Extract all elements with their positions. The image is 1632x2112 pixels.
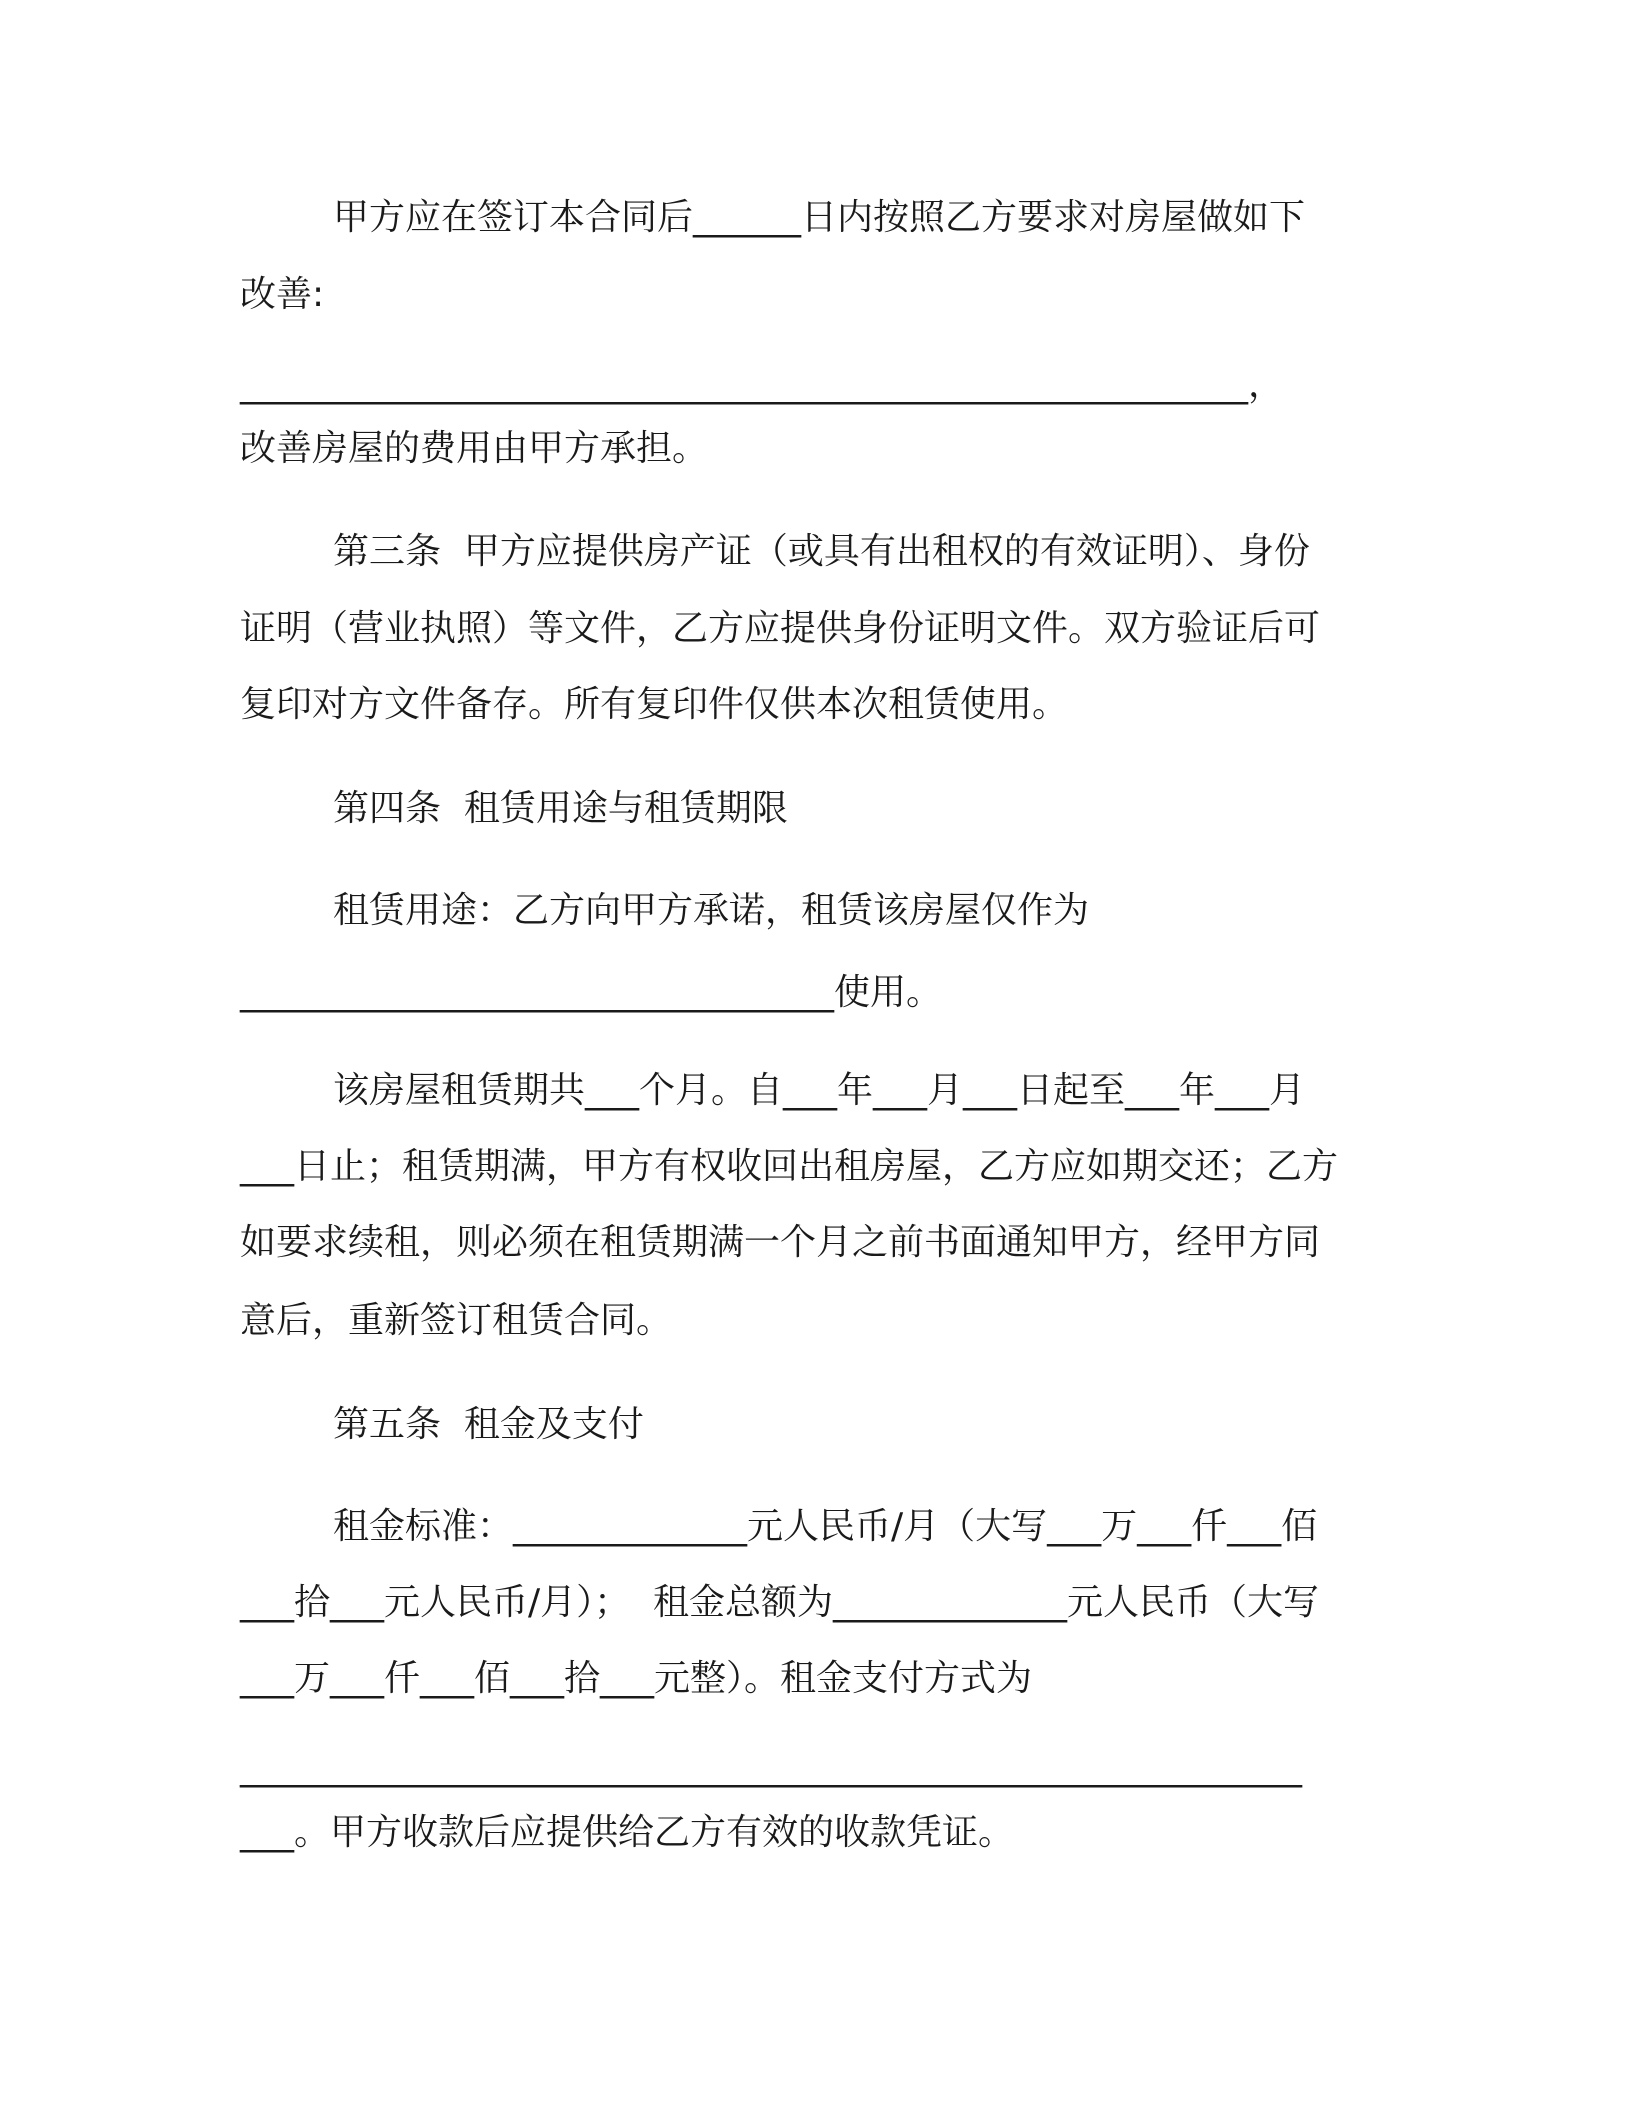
text-line: 复印对方文件备存。所有复印件仅供本次租赁使用。 bbox=[240, 684, 1069, 725]
text-line: 改善房屋的费用由甲方承担。 bbox=[240, 428, 709, 469]
article-4-heading: 第四条 租赁用途与租赁期限 bbox=[333, 788, 788, 829]
text-line: 改善: bbox=[240, 274, 325, 315]
text-line: ___万___仟___佰___拾___元整）。租金支付方式为 bbox=[240, 1658, 1033, 1699]
text-line: 该房屋租赁期共___个月。自___年___月___日起至___年___月 bbox=[333, 1070, 1306, 1111]
article-3-heading: 第三条 甲方应提供房产证（或具有出租权的有效证明）、身份 bbox=[333, 531, 1310, 572]
blank-line: ___________________________________________________________ bbox=[240, 1747, 1302, 1788]
text-line: 如要求续租，则必须在租赁期满一个月之前书面通知甲方，经甲方同 bbox=[240, 1222, 1321, 1263]
article-5-heading: 第五条 租金及支付 bbox=[333, 1404, 644, 1445]
text-line: 证明（营业执照）等文件，乙方应提供身份证明文件。双方验证后可 bbox=[240, 608, 1321, 649]
text-line: ___拾___元人民币/月）； 租金总额为_____________元人民币（大写 bbox=[240, 1582, 1320, 1623]
text-line: 意后，重新签订租赁合同。 bbox=[240, 1300, 673, 1341]
text-line: 甲方应在签订本合同后______日内按照乙方要求对房屋做如下 bbox=[333, 197, 1306, 238]
text-line: ___日止；租赁期满，甲方有权收回出租房屋，乙方应如期交还；乙方 bbox=[240, 1146, 1339, 1187]
text-line: _________________________________使用。 bbox=[240, 972, 943, 1013]
blank-line: ________________________________________________________， bbox=[240, 364, 1284, 405]
text-line: ___。甲方收款后应提供给乙方有效的收款凭证。 bbox=[240, 1812, 1015, 1853]
text-line: 租金标准：_____________元人民币/月（大写___万___仟___佰 bbox=[333, 1506, 1318, 1547]
text-line: 租赁用途：乙方向甲方承诺，租赁该房屋仅作为 bbox=[333, 890, 1090, 931]
